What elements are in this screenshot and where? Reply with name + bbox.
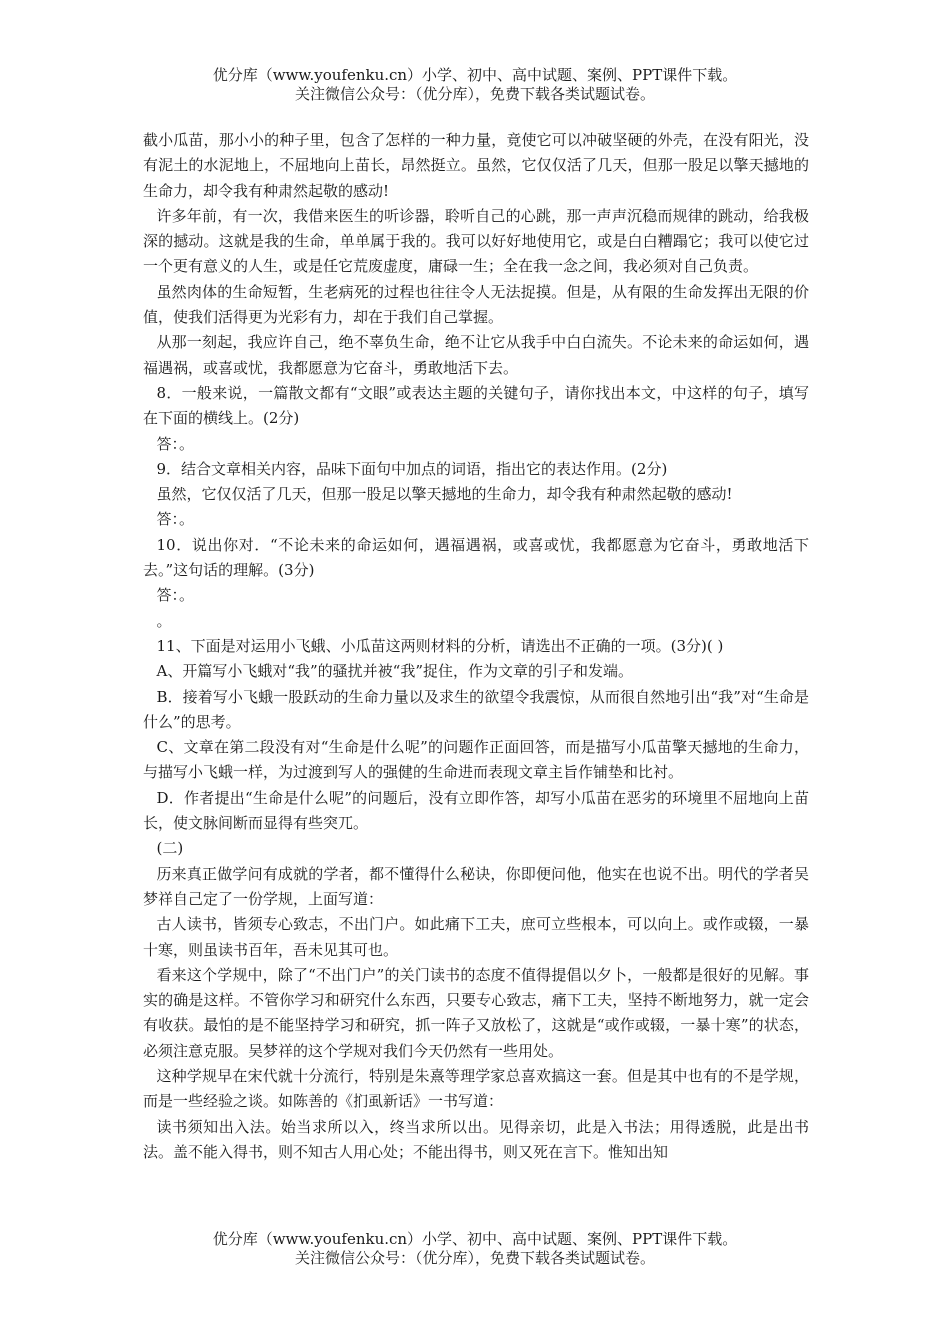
option-b: B．接着写小飞蛾一股跃动的生命力量以及求生的欲望令我震惊，从而很自然地引出“我”对“生命是什么”的思考。 [143,687,809,731]
paragraph: 从那一刻起，我应许自己，绝不辜负生命，绝不让它从我手中白白流失。不论未来的命运如何，遇福遇祸，或喜或忧，我都愿意为它奋斗，勇敢地活下去。 [143,333,809,377]
option-c: C、文章在第二段没有对“生命是什么呢”的问题作正面回答，而是描写小瓜苗擎天撼地的生命力，与描写小飞蛾一样，为过渡到写人的强健的生命进而表现文章主旨作铺垫和比衬。 [143,738,809,782]
paragraph: 历来真正做学问有成就的学者，都不懂得什么秘诀，你即便问他，他实在也说不出。明代的学者吴梦祥自己定了一份学规，上面写道： [143,864,809,908]
question-11: 11、下面是对运用小飞蛾、小瓜苗这两则材料的分析，请选出不正确的一项。(3分)( ) [156,636,724,655]
quoted-sentence: 虽然，它仅仅活了几天，但那一股足以擎天撼地的生命力，却令我有种肃然起敬的感动! [156,485,733,504]
quoted-passage: 古人读书，皆须专心致志，不出门户。如此痛下工夫，庶可立些根本，可以向上。或作或辍，一暴十寒，则虽读书百年，吾未见其可也。 [143,915,809,959]
question-8: 8．一般来说，一篇散文都有“文眼”或表达主题的关键句子，请你找出本文，中这样的句子，填写在下面的横线上。(2分) [143,383,809,428]
paragraph: 看来这个学规中，除了“不出门户”的关门读书的态度不值得提倡以夕卜，一般都是很好的见解。事实的确是这样。不管你学习和研究什么东西，只要专心致志，痛下工夫，坚持不断地努力，就一定会有收获。最怕的是不能坚持学习和研究，抓一阵子又放松了，这就是“或作或辍，一暴十寒”的状态，必须注意克服。吴梦祥的这个学规对我们今天仍然有一些用处。 [143,965,809,1060]
paragraph: 许多年前，有一次，我借来医生的听诊器，聆听自己的心跳，那一声声沉稳而规律的跳动，给我极深的撼动。这就是我的生命，单单属于我的。我可以好好地使用它，或是白白糟蹋它；我可以使它过一个更有意义的人生，或是任它荒废虚度，庸碌一生；全在我一念之间，我必须对自己负责。 [143,206,809,276]
question-9: 9．结合文章相关内容，品味下面句中加点的词语，指出它的表达作用。(2分) [156,459,668,478]
document-body [143,128,809,1165]
question-10: 10．说出你对．“不论未来的命运如何，遇福遇祸，或喜或忧，我都愿意为它奋斗，勇敢地活下去。”这句话的理解。(3分) [143,535,809,580]
header-line-1: 优分库（www.youfenku.cn）小学、初中、高中试题、案例、PPT课件下载。 [212,66,738,84]
paragraph: 虽然肉体的生命短暂，生老病死的过程也往往令人无法捉摸。但是，从有限的生命发挥出无限的价值，使我们活得更为光彩有力，却在于我们自己掌握。 [143,282,809,327]
header-line-2: 关注微信公众号：（优分库），免费下载各类试题试卷。 [294,85,655,103]
footer-line-1: 优分库（www.youfenku.cn）小学、初中、高中试题、案例、PPT课件下载。 [212,1230,738,1248]
answer-continuation: 。 [156,611,172,630]
option-d: D．作者提出“生命是什么呢”的问题后，没有立即作答，却写小瓜苗在恶劣的环境里不屈地向上苗长，使文脉间断而显得有些突兀。 [143,788,809,833]
answer-line: 答：。 [156,510,195,529]
option-a: A、开篇写小飞蛾对“我”的骚扰并被“我”捉住，作为文章的引子和发端。 [156,662,634,681]
footer-line-2: 关注微信公众号：（优分库），免费下载各类试题试卷。 [294,1249,655,1267]
quoted-passage: 读书须知出入法。始当求所以入，终当求所以出。见得亲切，此是入书法；用得透脱，此是出书法。盖不能入得书，则不知古人用心处；不能出得书，则又死在言下。惟知出知 [143,1117,809,1161]
paragraph: 这种学规早在宋代就十分流行，特别是朱熹等理学家总喜欢搞这一套。但是其中也有的不是学规，而是一些经验之谈。如陈善的《扪虱新话》一书写道： [143,1066,809,1111]
paragraph: 截小瓜苗，那小小的种子里，包含了怎样的一种力量，竟使它可以冲破坚硬的外壳，在没有阳光，没有泥土的水泥地上，不屈地向上苗长，昂然挺立。虽然，它仅仅活了几天，但那一股足以擎天撼地的生命力，却令我有种肃然起敬的感动! [143,131,809,200]
page-header [0,66,950,104]
answer-line: 答：。 [156,434,195,453]
answer-line: 答：。 [156,586,195,605]
page-footer [0,1230,950,1268]
section-heading: (二) [156,839,184,858]
